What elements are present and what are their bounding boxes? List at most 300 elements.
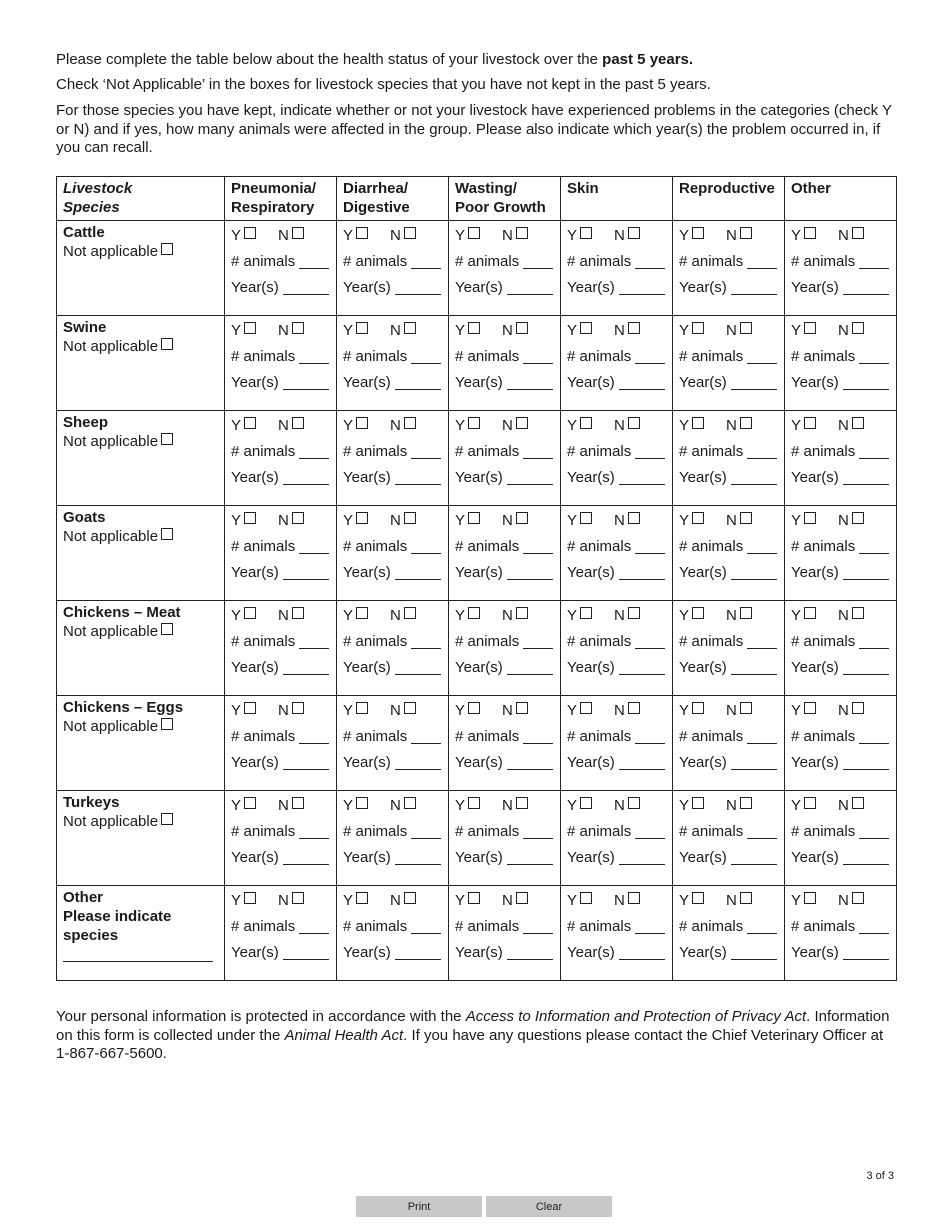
yes-no-choice: [343, 318, 442, 344]
years-field[interactable]: [619, 373, 665, 390]
years-field[interactable]: [283, 753, 329, 770]
yes-label: Y: [567, 322, 578, 339]
animals-count-field[interactable]: [523, 537, 553, 554]
yes-label: Y: [679, 417, 690, 434]
not-applicable-checkbox[interactable]: [161, 813, 173, 825]
animals-count-field[interactable]: [411, 727, 441, 744]
years-field[interactable]: [283, 373, 329, 390]
years-field[interactable]: [619, 278, 665, 295]
animals-count-field[interactable]: [635, 537, 665, 554]
years-field[interactable]: [395, 848, 441, 865]
yes-no-choice: [679, 508, 778, 534]
animals-count-field[interactable]: [411, 252, 441, 269]
animals-label: # animals: [231, 538, 296, 555]
animals-count-field[interactable]: [859, 917, 889, 934]
animals-line: [231, 914, 330, 940]
animals-count-field[interactable]: [635, 347, 665, 364]
years-field[interactable]: [843, 468, 889, 485]
no-checkbox[interactable]: [628, 702, 640, 714]
years-field[interactable]: [843, 373, 889, 390]
no-label: N: [838, 322, 849, 339]
other-species-field[interactable]: [63, 947, 213, 962]
animals-count-field[interactable]: [411, 822, 441, 839]
years-label: Year(s): [455, 849, 503, 866]
no-checkbox[interactable]: [292, 322, 304, 334]
yes-label: Y: [791, 797, 802, 814]
animals-label: # animals: [679, 823, 744, 840]
animals-label: # animals: [679, 443, 744, 460]
yes-checkbox[interactable]: [468, 607, 480, 619]
animals-count-field[interactable]: [299, 822, 329, 839]
years-field[interactable]: [619, 943, 665, 960]
animals-label: # animals: [343, 823, 408, 840]
yes-checkbox[interactable]: [468, 227, 480, 239]
yes-checkbox[interactable]: [244, 512, 256, 524]
no-checkbox[interactable]: [852, 607, 864, 619]
years-label: Year(s): [679, 279, 727, 296]
yes-no-choice: [231, 698, 330, 724]
animals-count-field[interactable]: [859, 252, 889, 269]
yes-label: Y: [679, 797, 690, 814]
yes-checkbox[interactable]: [356, 702, 368, 714]
animals-count-field[interactable]: [635, 822, 665, 839]
yes-checkbox[interactable]: [692, 512, 704, 524]
yes-checkbox[interactable]: [244, 702, 256, 714]
no-checkbox[interactable]: [740, 227, 752, 239]
no-checkbox[interactable]: [516, 417, 528, 429]
years-field[interactable]: [731, 373, 777, 390]
header-category: [561, 177, 673, 221]
yes-checkbox[interactable]: [692, 322, 704, 334]
no-checkbox[interactable]: [740, 797, 752, 809]
years-label: Year(s): [567, 469, 615, 486]
yes-checkbox[interactable]: [580, 797, 592, 809]
no-label: N: [390, 512, 401, 529]
yes-checkbox[interactable]: [580, 227, 592, 239]
no-checkbox[interactable]: [852, 797, 864, 809]
privacy-text: [56, 1008, 896, 1064]
years-field[interactable]: [395, 943, 441, 960]
years-label: Year(s): [455, 944, 503, 961]
no-checkbox[interactable]: [852, 417, 864, 429]
animals-count-field[interactable]: [411, 442, 441, 459]
yes-checkbox[interactable]: [356, 892, 368, 904]
no-checkbox[interactable]: [404, 322, 416, 334]
no-checkbox[interactable]: [740, 512, 752, 524]
years-field[interactable]: [507, 278, 553, 295]
animals-count-field[interactable]: [859, 347, 889, 364]
no-checkbox[interactable]: [516, 797, 528, 809]
years-field[interactable]: [843, 848, 889, 865]
animals-count-field[interactable]: [523, 252, 553, 269]
no-checkbox[interactable]: [516, 607, 528, 619]
yes-checkbox[interactable]: [468, 417, 480, 429]
yes-checkbox[interactable]: [580, 892, 592, 904]
instruction-1: [56, 51, 906, 70]
animals-label: # animals: [455, 728, 520, 745]
animals-label: # animals: [679, 728, 744, 745]
no-checkbox[interactable]: [292, 892, 304, 904]
years-field[interactable]: [395, 753, 441, 770]
no-checkbox[interactable]: [516, 512, 528, 524]
yes-checkbox[interactable]: [692, 227, 704, 239]
no-checkbox[interactable]: [404, 892, 416, 904]
species-row-other: [57, 886, 897, 981]
category-cell: [561, 601, 673, 696]
no-checkbox[interactable]: [740, 702, 752, 714]
not-applicable-checkbox[interactable]: [161, 718, 173, 730]
species-cell: [57, 411, 225, 506]
no-checkbox[interactable]: [516, 892, 528, 904]
years-field[interactable]: [507, 373, 553, 390]
no-checkbox[interactable]: [404, 797, 416, 809]
years-field[interactable]: [283, 563, 329, 580]
years-field[interactable]: [507, 468, 553, 485]
no-label: N: [614, 607, 625, 624]
no-checkbox[interactable]: [292, 702, 304, 714]
yes-checkbox[interactable]: [356, 512, 368, 524]
animals-count-field[interactable]: [747, 537, 777, 554]
no-checkbox[interactable]: [628, 322, 640, 334]
no-checkbox[interactable]: [628, 417, 640, 429]
years-field[interactable]: [283, 278, 329, 295]
animals-count-field[interactable]: [747, 917, 777, 934]
no-checkbox[interactable]: [852, 322, 864, 334]
yes-checkbox[interactable]: [692, 702, 704, 714]
no-label: N: [502, 322, 513, 339]
yes-checkbox[interactable]: [244, 892, 256, 904]
instruction-1-emphasis: past 5 years.: [602, 51, 694, 68]
yes-label: Y: [791, 322, 802, 339]
no-label: N: [726, 702, 737, 719]
animals-count-field[interactable]: [299, 537, 329, 554]
yes-checkbox[interactable]: [468, 512, 480, 524]
years-field[interactable]: [507, 848, 553, 865]
yes-checkbox[interactable]: [468, 797, 480, 809]
yes-checkbox[interactable]: [580, 702, 592, 714]
yes-no-choice: [231, 603, 330, 629]
animals-count-field[interactable]: [299, 347, 329, 364]
years-field[interactable]: [395, 278, 441, 295]
yes-checkbox[interactable]: [804, 702, 816, 714]
form-buttons: [356, 1196, 612, 1217]
yes-checkbox[interactable]: [244, 322, 256, 334]
yes-checkbox[interactable]: [468, 892, 480, 904]
animals-line: [791, 724, 890, 750]
years-field[interactable]: [843, 563, 889, 580]
years-line: [455, 275, 554, 301]
animals-count-field[interactable]: [523, 632, 553, 649]
animals-count-field[interactable]: [747, 442, 777, 459]
yes-label: Y: [455, 227, 466, 244]
years-field[interactable]: [283, 468, 329, 485]
print-button[interactable]: Print: [356, 1196, 482, 1217]
not-applicable-checkbox[interactable]: [161, 433, 173, 445]
no-checkbox[interactable]: [740, 417, 752, 429]
yes-label: Y: [231, 512, 242, 529]
yes-checkbox[interactable]: [356, 322, 368, 334]
animals-label: # animals: [343, 538, 408, 555]
years-label: Year(s): [791, 849, 839, 866]
yes-label: Y: [231, 227, 242, 244]
yes-checkbox[interactable]: [804, 417, 816, 429]
animals-count-field[interactable]: [859, 537, 889, 554]
no-checkbox[interactable]: [740, 322, 752, 334]
no-checkbox[interactable]: [404, 227, 416, 239]
animals-count-field[interactable]: [299, 727, 329, 744]
clear-button[interactable]: Clear: [486, 1196, 612, 1217]
no-checkbox[interactable]: [404, 512, 416, 524]
years-field[interactable]: [619, 468, 665, 485]
years-field[interactable]: [731, 278, 777, 295]
no-checkbox[interactable]: [404, 702, 416, 714]
no-checkbox[interactable]: [516, 227, 528, 239]
yes-checkbox[interactable]: [692, 797, 704, 809]
yes-checkbox[interactable]: [804, 227, 816, 239]
years-field[interactable]: [843, 658, 889, 675]
yes-label: Y: [679, 607, 690, 624]
yes-no-choice: [791, 223, 890, 249]
yes-label: Y: [567, 227, 578, 244]
yes-checkbox[interactable]: [804, 607, 816, 619]
animals-count-field[interactable]: [859, 442, 889, 459]
years-field[interactable]: [731, 468, 777, 485]
years-field[interactable]: [843, 943, 889, 960]
years-field[interactable]: [731, 658, 777, 675]
category-cell: [337, 316, 449, 411]
years-label: Year(s): [567, 754, 615, 771]
animals-count-field[interactable]: [635, 252, 665, 269]
animals-count-field[interactable]: [747, 727, 777, 744]
years-field[interactable]: [731, 943, 777, 960]
years-field[interactable]: [283, 943, 329, 960]
no-checkbox[interactable]: [292, 227, 304, 239]
years-field[interactable]: [843, 278, 889, 295]
no-label: N: [502, 607, 513, 624]
animals-line: [455, 344, 554, 370]
animals-count-field[interactable]: [747, 252, 777, 269]
years-line: [567, 560, 666, 586]
years-line: [791, 275, 890, 301]
years-field[interactable]: [507, 943, 553, 960]
animals-count-field[interactable]: [859, 822, 889, 839]
no-checkbox[interactable]: [292, 607, 304, 619]
animals-count-field[interactable]: [299, 632, 329, 649]
category-cell: [449, 506, 561, 601]
animals-count-field[interactable]: [411, 537, 441, 554]
years-field[interactable]: [283, 848, 329, 865]
no-checkbox[interactable]: [740, 892, 752, 904]
animals-count-field[interactable]: [411, 632, 441, 649]
species-row: [57, 696, 897, 791]
years-line: [455, 750, 554, 776]
not-applicable-checkbox[interactable]: [161, 338, 173, 350]
animals-count-field[interactable]: [523, 347, 553, 364]
no-checkbox[interactable]: [740, 607, 752, 619]
animals-line: [343, 724, 442, 750]
years-field[interactable]: [395, 658, 441, 675]
years-line: [679, 560, 778, 586]
no-checkbox[interactable]: [852, 702, 864, 714]
no-checkbox[interactable]: [852, 892, 864, 904]
animals-count-field[interactable]: [859, 632, 889, 649]
no-checkbox[interactable]: [628, 607, 640, 619]
yes-label: Y: [231, 417, 242, 434]
no-checkbox[interactable]: [404, 417, 416, 429]
category-cell: [225, 791, 337, 886]
years-field[interactable]: [507, 658, 553, 675]
no-label: N: [502, 702, 513, 719]
yes-checkbox[interactable]: [244, 227, 256, 239]
yes-checkbox[interactable]: [468, 322, 480, 334]
no-checkbox[interactable]: [516, 322, 528, 334]
years-field[interactable]: [731, 848, 777, 865]
animals-count-field[interactable]: [523, 822, 553, 839]
yes-checkbox[interactable]: [804, 322, 816, 334]
no-checkbox[interactable]: [404, 607, 416, 619]
animals-line: [343, 819, 442, 845]
animals-count-field[interactable]: [635, 442, 665, 459]
animals-label: # animals: [791, 823, 856, 840]
yes-checkbox[interactable]: [244, 607, 256, 619]
years-field[interactable]: [395, 563, 441, 580]
yes-checkbox[interactable]: [692, 417, 704, 429]
yes-checkbox[interactable]: [468, 702, 480, 714]
no-label: N: [502, 417, 513, 434]
no-checkbox[interactable]: [628, 227, 640, 239]
animals-line: [791, 534, 890, 560]
no-checkbox[interactable]: [628, 892, 640, 904]
yes-checkbox[interactable]: [692, 892, 704, 904]
header-category-line2: Respiratory: [231, 199, 315, 216]
no-label: N: [838, 892, 849, 909]
years-field[interactable]: [619, 658, 665, 675]
years-label: Year(s): [679, 754, 727, 771]
yes-no-choice: [679, 603, 778, 629]
years-line: [567, 845, 666, 871]
yes-checkbox[interactable]: [580, 417, 592, 429]
yes-checkbox[interactable]: [244, 417, 256, 429]
animals-count-field[interactable]: [523, 917, 553, 934]
yes-checkbox[interactable]: [580, 607, 592, 619]
animals-label: # animals: [679, 918, 744, 935]
category-cell: [449, 886, 561, 981]
no-checkbox[interactable]: [292, 797, 304, 809]
years-field[interactable]: [843, 753, 889, 770]
animals-count-field[interactable]: [411, 347, 441, 364]
livestock-health-table: [56, 176, 897, 981]
yes-checkbox[interactable]: [356, 797, 368, 809]
other-species-title: Other: [63, 889, 104, 906]
yes-checkbox[interactable]: [804, 512, 816, 524]
no-checkbox[interactable]: [852, 227, 864, 239]
not-applicable: [63, 337, 218, 356]
animals-count-field[interactable]: [859, 727, 889, 744]
yes-no-choice: [455, 413, 554, 439]
yes-checkbox[interactable]: [356, 607, 368, 619]
years-field[interactable]: [507, 753, 553, 770]
yes-checkbox[interactable]: [356, 227, 368, 239]
animals-line: [791, 629, 890, 655]
years-line: [343, 845, 442, 871]
years-field[interactable]: [731, 563, 777, 580]
years-field[interactable]: [619, 563, 665, 580]
animals-count-field[interactable]: [523, 727, 553, 744]
animals-count-field[interactable]: [635, 632, 665, 649]
no-checkbox[interactable]: [292, 417, 304, 429]
yes-label: Y: [455, 892, 466, 909]
category-cell: [673, 221, 785, 316]
animals-line: [679, 534, 778, 560]
no-label: N: [502, 512, 513, 529]
no-checkbox[interactable]: [852, 512, 864, 524]
animals-count-field[interactable]: [747, 347, 777, 364]
years-field[interactable]: [395, 373, 441, 390]
header-category-line1: Pneumonia/: [231, 180, 317, 197]
animals-line: [455, 439, 554, 465]
species-row: [57, 791, 897, 886]
no-label: N: [614, 322, 625, 339]
yes-no-choice: [343, 793, 442, 819]
yes-checkbox[interactable]: [692, 607, 704, 619]
not-applicable-checkbox[interactable]: [161, 243, 173, 255]
years-line: [567, 465, 666, 491]
no-checkbox[interactable]: [628, 512, 640, 524]
category-cell: [673, 696, 785, 791]
years-field[interactable]: [283, 658, 329, 675]
animals-count-field[interactable]: [635, 917, 665, 934]
no-label: N: [614, 892, 625, 909]
category-cell: [673, 601, 785, 696]
animals-count-field[interactable]: [635, 727, 665, 744]
animals-count-field[interactable]: [747, 632, 777, 649]
years-field[interactable]: [507, 563, 553, 580]
years-field[interactable]: [619, 753, 665, 770]
no-checkbox[interactable]: [292, 512, 304, 524]
years-field[interactable]: [731, 753, 777, 770]
years-field[interactable]: [619, 848, 665, 865]
years-label: Year(s): [455, 374, 503, 391]
yes-checkbox[interactable]: [580, 322, 592, 334]
animals-count-field[interactable]: [299, 442, 329, 459]
animals-line: [455, 629, 554, 655]
not-applicable-checkbox[interactable]: [161, 528, 173, 540]
no-label: N: [838, 797, 849, 814]
years-line: [343, 275, 442, 301]
years-line: [455, 370, 554, 396]
no-checkbox[interactable]: [516, 702, 528, 714]
years-field[interactable]: [395, 468, 441, 485]
instructions: [56, 51, 906, 164]
category-cell: [225, 601, 337, 696]
not-applicable-checkbox[interactable]: [161, 623, 173, 635]
no-label: N: [838, 227, 849, 244]
yes-checkbox[interactable]: [580, 512, 592, 524]
yes-checkbox[interactable]: [804, 797, 816, 809]
years-line: [343, 560, 442, 586]
no-checkbox[interactable]: [628, 797, 640, 809]
animals-count-field[interactable]: [411, 917, 441, 934]
animals-count-field[interactable]: [747, 822, 777, 839]
yes-checkbox[interactable]: [804, 892, 816, 904]
yes-label: Y: [791, 607, 802, 624]
yes-checkbox[interactable]: [356, 417, 368, 429]
animals-count-field[interactable]: [299, 252, 329, 269]
animals-count-field[interactable]: [523, 442, 553, 459]
animals-count-field[interactable]: [299, 917, 329, 934]
yes-checkbox[interactable]: [244, 797, 256, 809]
category-cell: [225, 506, 337, 601]
